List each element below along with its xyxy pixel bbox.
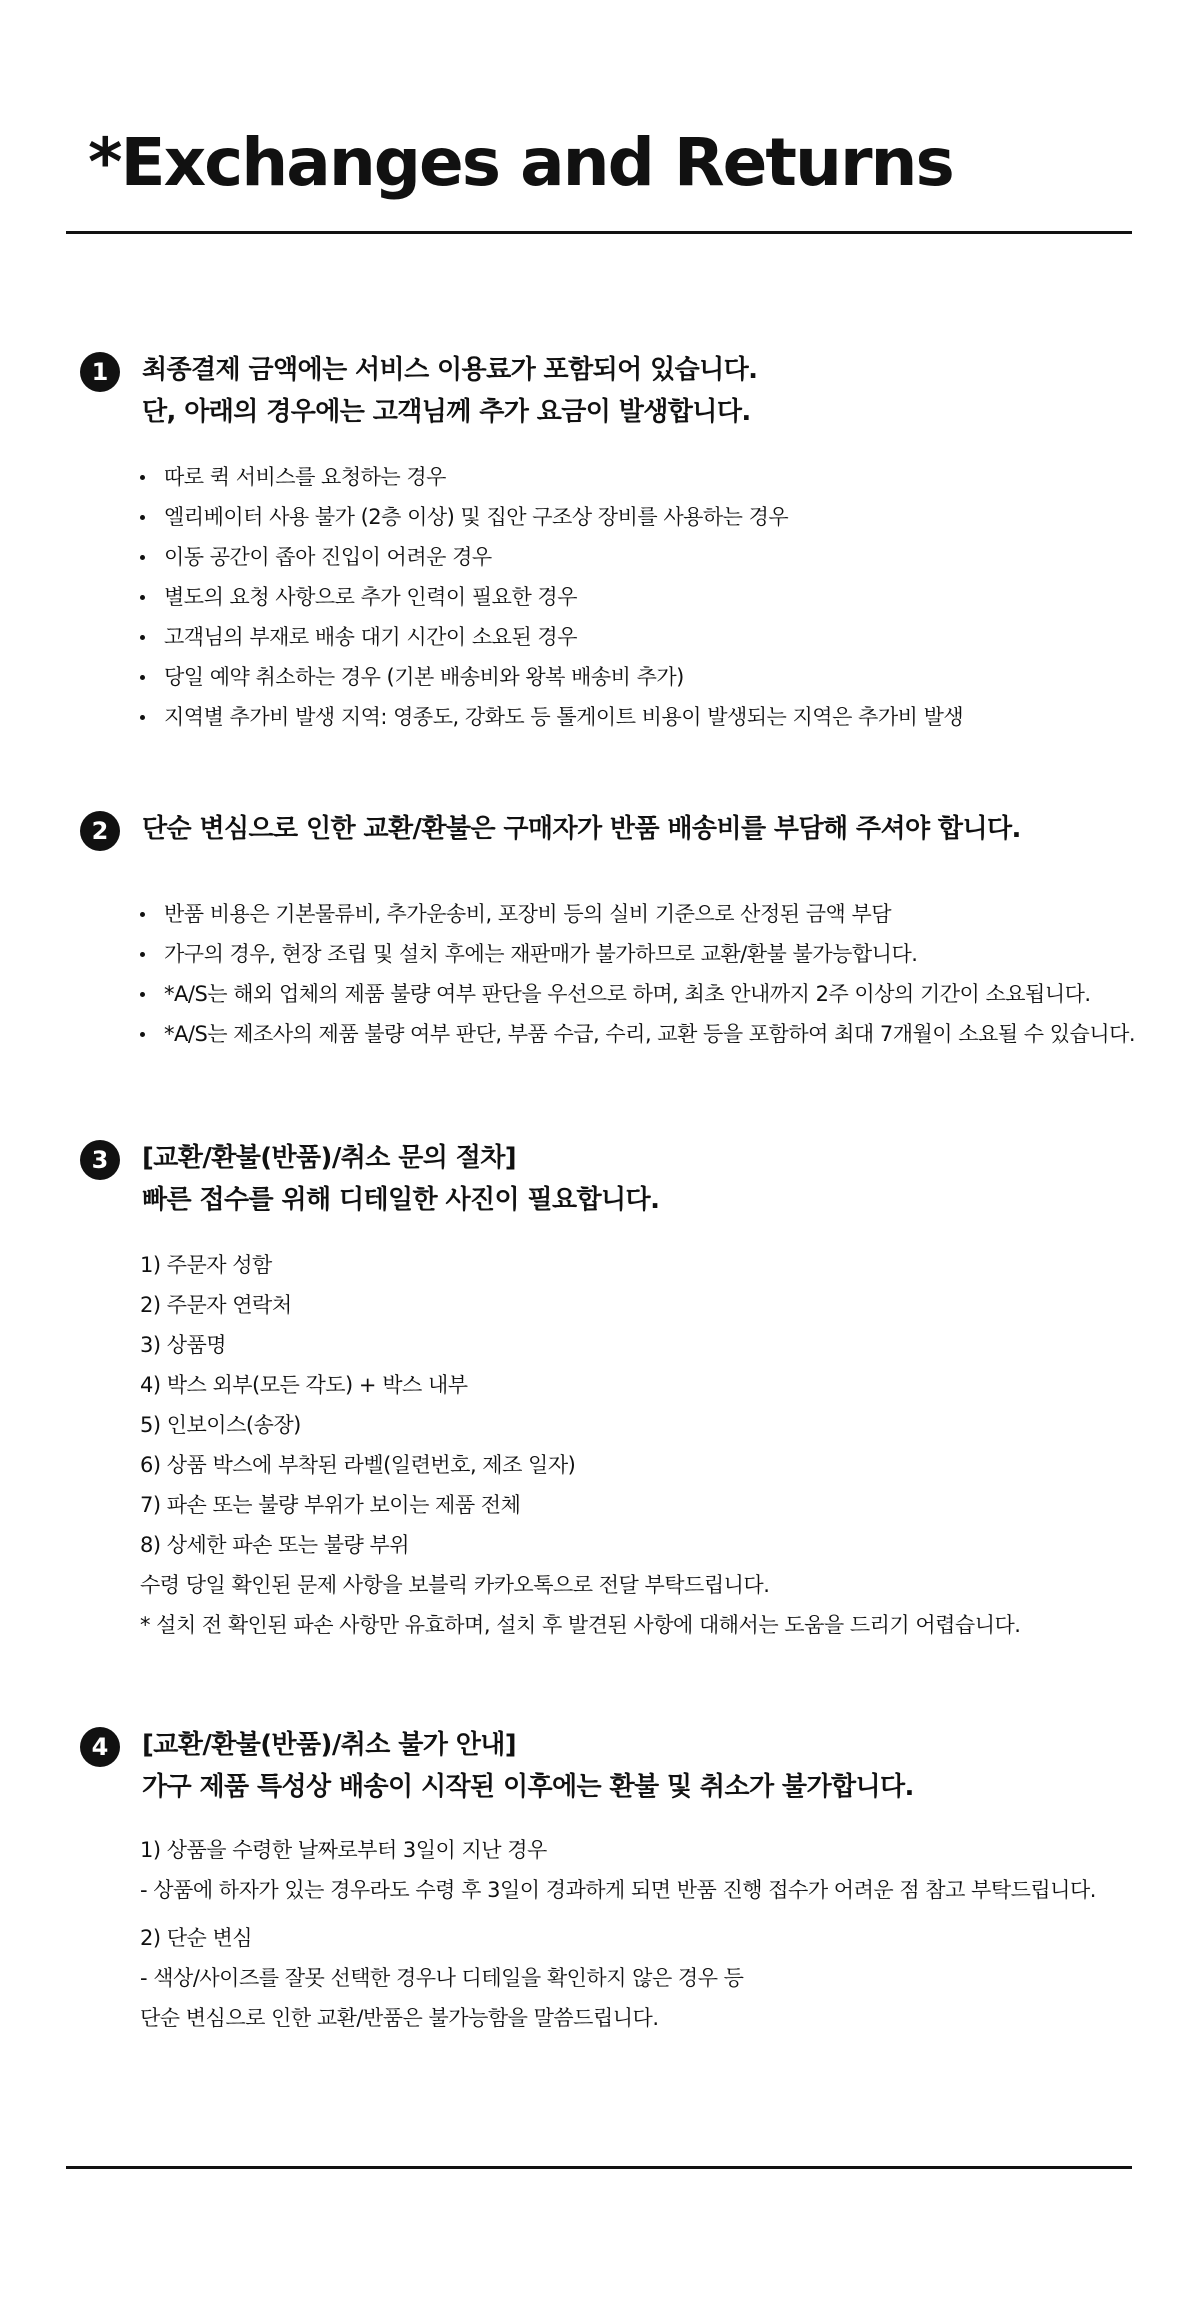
- heading-line: [교환/환불(반품)/취소 불가 안내]: [142, 1730, 517, 1760]
- list-item: 따로 퀵 서비스를 요청하는 경우: [140, 457, 963, 497]
- condition-line: - 색상/사이즈를 잘못 선택한 경우나 디테일을 확인하지 않은 경우 등: [140, 1966, 744, 1990]
- list-item: 당일 예약 취소하는 경우 (기본 배송비와 왕복 배송비 추가): [140, 657, 963, 697]
- bullet-list: [140, 894, 1135, 1054]
- procedure-line: 3) 상품명: [140, 1333, 227, 1357]
- heading-line: 단순 변심으로 인한 교환/환불은 구매자가 반품 배송비를 부담해 주셔야 합니다.: [142, 814, 1021, 844]
- procedure-line: 8) 상세한 파손 또는 불량 부위: [140, 1533, 410, 1557]
- list-item: *A/S는 해외 업체의 제품 불량 여부 판단을 우선으로 하며, 최초 안내까지 2주 이상의 기간이 소요됩니다.: [140, 974, 1135, 1014]
- procedure-line: 수령 당일 확인된 문제 사항을 보블릭 카카오톡으로 전달 부탁드립니다.: [140, 1573, 770, 1597]
- section-heading: [142, 1137, 659, 1221]
- procedure-line: 7) 파손 또는 불량 부위가 보이는 제품 전체: [140, 1493, 521, 1517]
- condition-line: 단순 변심으로 인한 교환/반품은 불가능함을 말씀드립니다.: [140, 2006, 659, 2030]
- bullet-list: [140, 457, 963, 737]
- list-item: 반품 비용은 기본물류비, 추가운송비, 포장비 등의 실비 기준으로 산정된 금액 부담: [140, 894, 1135, 934]
- heading-line: 빠른 접수를 위해 디테일한 사진이 필요합니다.: [142, 1185, 660, 1215]
- condition-line: 2) 단순 변심: [140, 1926, 253, 1950]
- procedure-line: * 설치 전 확인된 파손 사항만 유효하며, 설치 후 발견된 사항에 대해서는 도움을 드리기 어렵습니다.: [140, 1613, 1021, 1637]
- list-item: 이동 공간이 좁아 진입이 어려운 경우: [140, 537, 963, 577]
- heading-line: 가구 제품 특성상 배송이 시작된 이후에는 환불 및 취소가 불가합니다.: [142, 1772, 914, 1802]
- heading-line: 단, 아래의 경우에는 고객님께 추가 요금이 발생합니다.: [142, 397, 751, 427]
- procedure-line: 1) 주문자 성함: [140, 1253, 272, 1277]
- section-number-badge: 3: [80, 1140, 120, 1180]
- section-number-badge: 2: [80, 811, 120, 851]
- top-divider: [66, 231, 1132, 234]
- list-item: *A/S는 제조사의 제품 불량 여부 판단, 부품 수급, 수리, 교환 등을 포함하여 최대 7개월이 소요될 수 있습니다.: [140, 1014, 1135, 1054]
- heading-line: 최종결제 금액에는 서비스 이용료가 포함되어 있습니다.: [142, 355, 758, 385]
- procedure-line: 6) 상품 박스에 부착된 라벨(일련번호, 제조 일자): [140, 1453, 576, 1477]
- list-item: 별도의 요청 사항으로 추가 인력이 필요한 경우: [140, 577, 963, 617]
- condition-group: [140, 1918, 743, 2038]
- section-heading: [142, 349, 757, 433]
- procedure-lines: [140, 1245, 1020, 1645]
- list-item: 고객님의 부재로 배송 대기 시간이 소요된 경우: [140, 617, 963, 657]
- list-item: 엘리베이터 사용 불가 (2층 이상) 및 집안 구조상 장비를 사용하는 경우: [140, 497, 963, 537]
- condition-group: [140, 1830, 1096, 1910]
- condition-line: - 상품에 하자가 있는 경우라도 수령 후 3일이 경과하게 되면 반품 진행 접수가 어려운 점 참고 부탁드립니다.: [140, 1878, 1096, 1902]
- section-heading: [142, 808, 1021, 850]
- section-number-badge: 1: [80, 352, 120, 392]
- list-item: 지역별 추가비 발생 지역: 영종도, 강화도 등 톨게이트 비용이 발생되는 지역은 추가비 발생: [140, 697, 963, 737]
- condition-line: 1) 상품을 수령한 날짜로부터 3일이 지난 경우: [140, 1838, 547, 1862]
- bottom-divider: [66, 2166, 1132, 2169]
- procedure-line: 4) 박스 외부(모든 각도) + 박스 내부: [140, 1373, 468, 1397]
- procedure-line: 5) 인보이스(송장): [140, 1413, 301, 1437]
- procedure-line: 2) 주문자 연락처: [140, 1293, 292, 1317]
- heading-line: [교환/환불(반품)/취소 문의 절차]: [142, 1143, 517, 1173]
- page-title: *Exchanges and Returns: [88, 124, 953, 201]
- section-heading: [142, 1724, 914, 1808]
- list-item: 가구의 경우, 현장 조립 및 설치 후에는 재판매가 불가하므로 교환/환불 불가능합니다.: [140, 934, 1135, 974]
- section-number-badge: 4: [80, 1727, 120, 1767]
